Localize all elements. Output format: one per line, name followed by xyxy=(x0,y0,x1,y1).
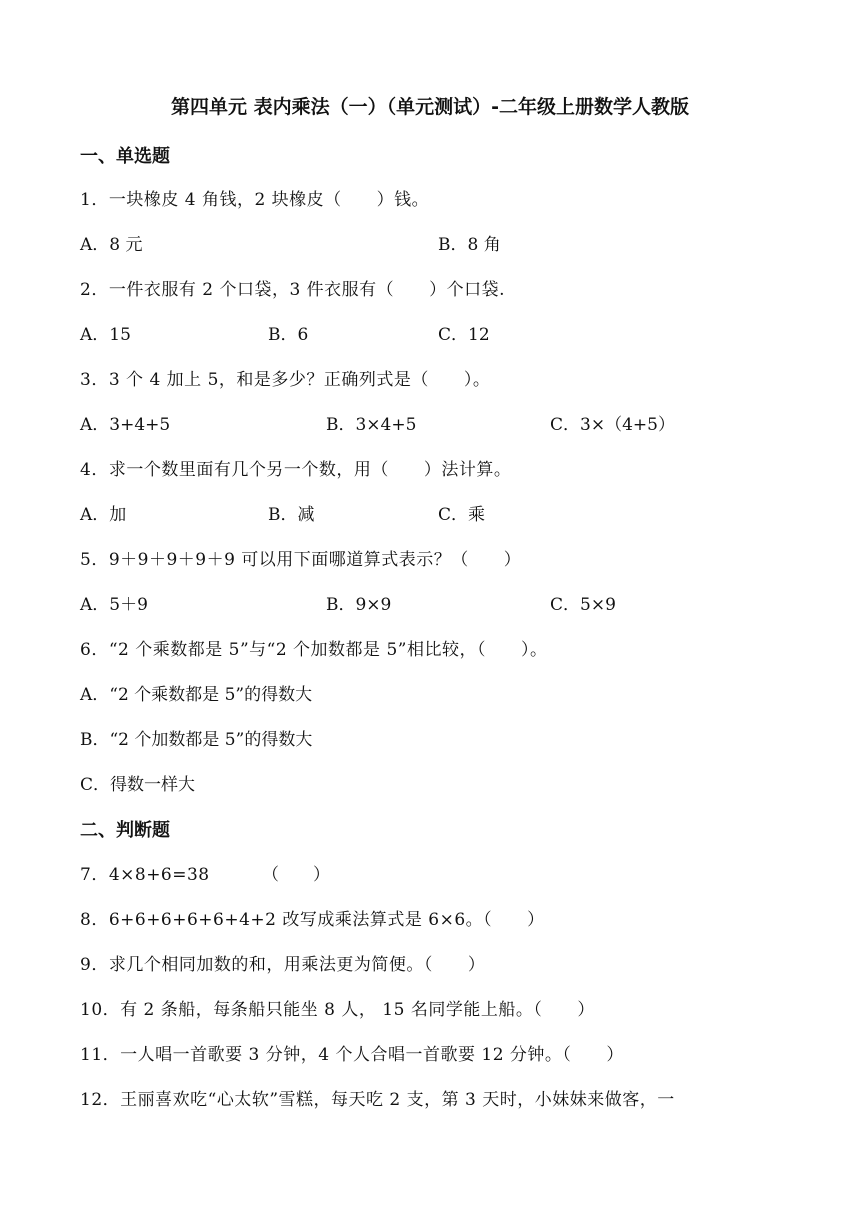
section-heading-single-choice: 一、单选题 xyxy=(80,146,170,167)
option-2b: B．6 xyxy=(268,325,309,345)
question-2: 2．一件衣服有 2 个口袋，3 件衣服有（ ）个口袋. xyxy=(80,280,506,300)
option-5a: A．5＋9 xyxy=(80,595,148,615)
option-6c: C．得数一样大 xyxy=(80,775,196,795)
section-heading-true-false: 二、判断题 xyxy=(80,820,170,841)
option-3c: C．3×（4+5） xyxy=(550,415,675,435)
judgment-11: 11．一人唱一首歌要 3 分钟，4 个人合唱一首歌要 12 分钟。（ ） xyxy=(80,1045,624,1065)
option-2c: C．12 xyxy=(438,325,490,345)
judgment-7: 7．4×8+6=38 xyxy=(80,865,210,885)
page-title: 第四单元 表内乘法（一）（单元测试）-二年级上册数学人教版 xyxy=(170,96,689,118)
option-3a: A．3+4+5 xyxy=(80,415,171,435)
judgment-12: 12．王丽喜欢吃“心太软”雪糕，每天吃 2 支，第 3 天时，小妹妹来做客，一 xyxy=(80,1090,675,1110)
option-2a: A．15 xyxy=(80,325,131,345)
option-6a: A．“2 个乘数都是 5”的得数大 xyxy=(80,685,313,705)
option-6b: B．“2 个加数都是 5”的得数大 xyxy=(80,730,313,750)
question-4: 4．求一个数里面有几个另一个数，用（ ）法计算。 xyxy=(80,460,512,480)
option-5b: B．9×9 xyxy=(326,595,392,615)
option-5c: C．5×9 xyxy=(550,595,616,615)
judgment-8: 8．6+6+6+6+6+4+2 改写成乘法算式是 6×6。（ ） xyxy=(80,910,545,930)
option-4a: A．加 xyxy=(80,505,127,525)
option-4c: C．乘 xyxy=(438,505,486,525)
judgment-7-blank: （ ） xyxy=(262,865,330,885)
option-4b: B．减 xyxy=(268,505,315,525)
option-1a: A．8 元 xyxy=(80,235,143,255)
option-1b: B．8 角 xyxy=(438,235,501,255)
question-6: 6．“2 个乘数都是 5”与“2 个加数都是 5”相比较，（ ）。 xyxy=(80,640,548,660)
option-3b: B．3×4+5 xyxy=(326,415,417,435)
question-5: 5．9＋9＋9＋9＋9 可以用下面哪道算式表示？（ ） xyxy=(80,550,522,570)
question-3: 3．3 个 4 加上 5，和是多少？正确列式是（ ）。 xyxy=(80,370,491,390)
question-1: 1．一块橡皮 4 角钱，2 块橡皮（ ）钱。 xyxy=(80,190,430,210)
judgment-10: 10．有 2 条船，每条船只能坐 8 人， 15 名同学能上船。（ ） xyxy=(80,1000,595,1020)
judgment-9: 9．求几个相同加数的和，用乘法更为简便。（ ） xyxy=(80,955,486,975)
